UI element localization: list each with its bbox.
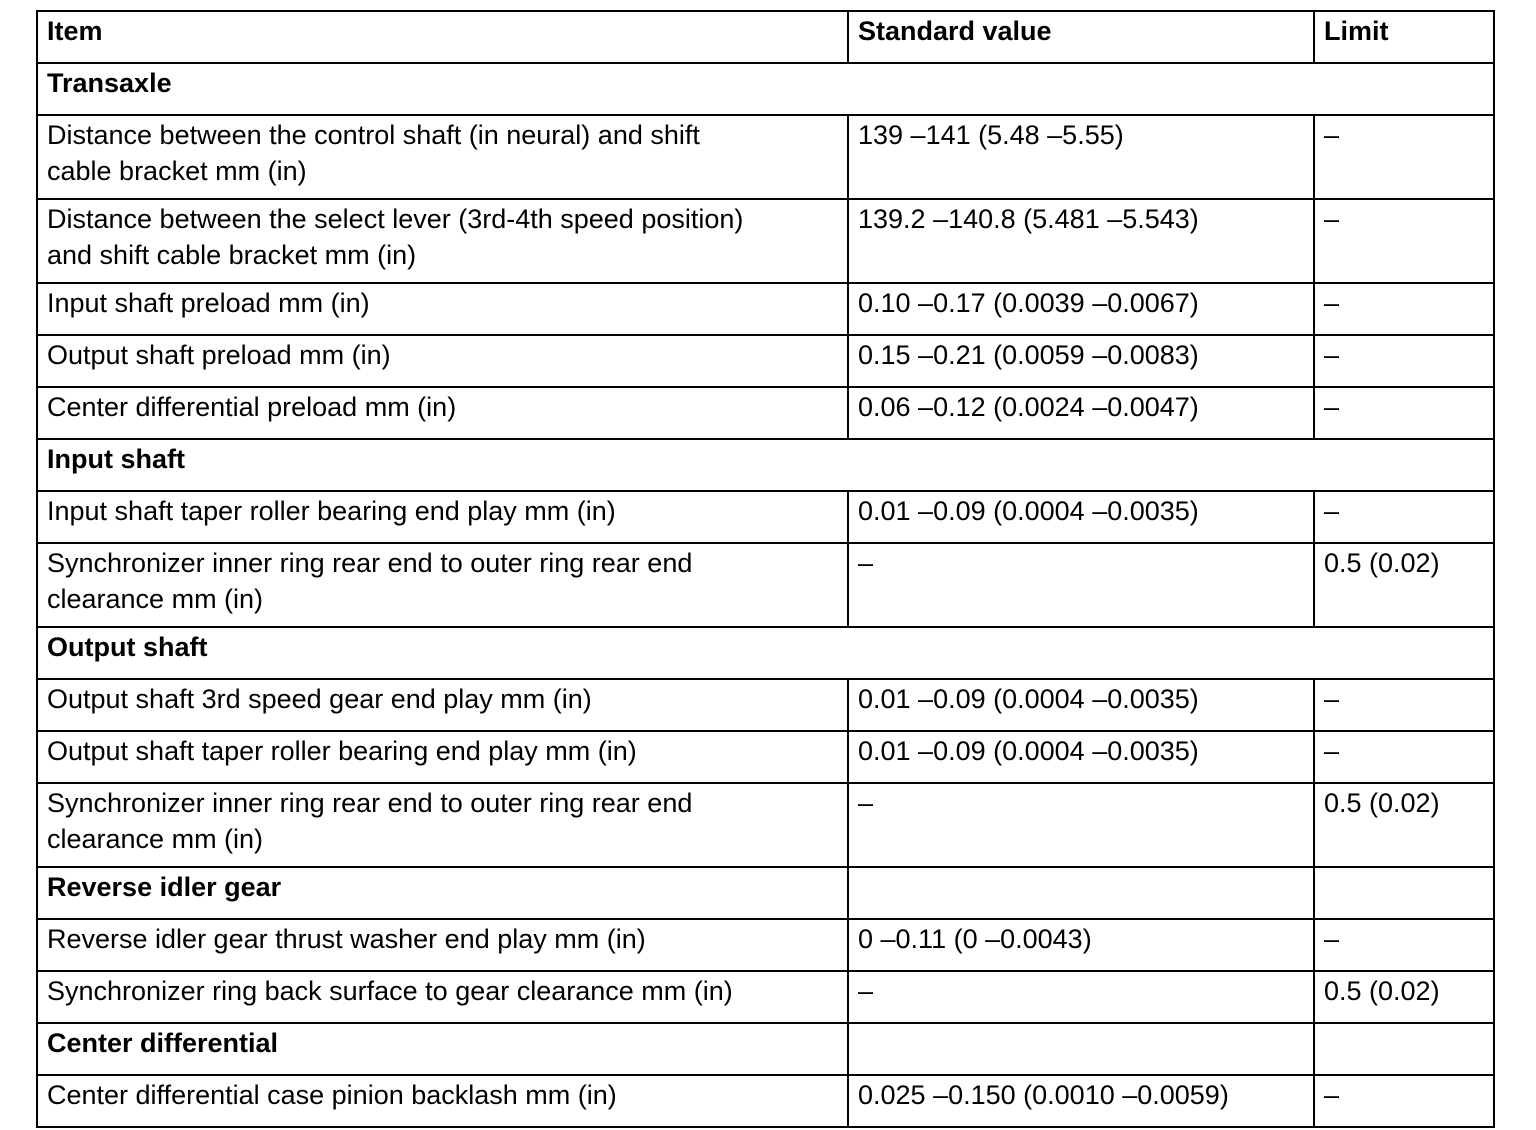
item-cell: Input shaft taper roller bearing end play mm (in) [37, 491, 848, 543]
item-cell: Center differential preload mm (in) [37, 387, 848, 439]
item-cell: Input shaft preload mm (in) [37, 283, 848, 335]
limit-cell: 0.5 (0.02) [1314, 543, 1494, 627]
limit-cell: 0.5 (0.02) [1314, 971, 1494, 1023]
item-cell: Output shaft 3rd speed gear end play mm (in) [37, 679, 848, 731]
section-heading: Transaxle [37, 63, 1494, 115]
standard-value-cell: 0.01 –0.09 (0.0004 –0.0035) [848, 731, 1314, 783]
standard-value-cell: 0.025 –0.150 (0.0010 –0.0059) [848, 1075, 1314, 1127]
standard-value-cell: 0.01 –0.09 (0.0004 –0.0035) [848, 491, 1314, 543]
section-row [37, 63, 1494, 115]
limit-cell: – [1314, 199, 1494, 283]
empty-cell [848, 1023, 1314, 1075]
table-header-row [37, 11, 1494, 63]
limit-cell: – [1314, 335, 1494, 387]
item-cell: Reverse idler gear thrust washer end play mm (in) [37, 919, 848, 971]
limit-cell: – [1314, 731, 1494, 783]
header-item: Item [37, 11, 848, 63]
standard-value-cell: 139 –141 (5.48 –5.55) [848, 115, 1314, 199]
section-heading: Input shaft [37, 439, 1494, 491]
table-row [37, 115, 1494, 199]
table-row [37, 199, 1494, 283]
header-standard-value: Standard value [848, 11, 1314, 63]
item-cell: Output shaft taper roller bearing end play mm (in) [37, 731, 848, 783]
limit-cell: – [1314, 387, 1494, 439]
standard-value-cell: 0.10 –0.17 (0.0039 –0.0067) [848, 283, 1314, 335]
limit-cell: – [1314, 491, 1494, 543]
standard-value-cell: 0.15 –0.21 (0.0059 –0.0083) [848, 335, 1314, 387]
standard-value-cell: 0.06 –0.12 (0.0024 –0.0047) [848, 387, 1314, 439]
table-row [37, 335, 1494, 387]
table-row [37, 731, 1494, 783]
item-cell: Distance between the control shaft (in neural) and shift cable bracket mm (in) [37, 115, 848, 199]
table-row [37, 283, 1494, 335]
limit-cell: – [1314, 919, 1494, 971]
header-limit: Limit [1314, 11, 1494, 63]
section-row [37, 439, 1494, 491]
table-row [37, 543, 1494, 627]
standard-value-cell: 0.01 –0.09 (0.0004 –0.0035) [848, 679, 1314, 731]
section-heading: Reverse idler gear [37, 867, 848, 919]
item-cell: Center differential case pinion backlash mm (in) [37, 1075, 848, 1127]
table-row [37, 1075, 1494, 1127]
section-row [37, 1023, 1494, 1075]
table-row [37, 971, 1494, 1023]
table-row [37, 783, 1494, 867]
standard-value-cell: – [848, 971, 1314, 1023]
limit-cell: – [1314, 115, 1494, 199]
item-cell: Synchronizer inner ring rear end to outer ring rear end clearance mm (in) [37, 543, 848, 627]
empty-cell [848, 867, 1314, 919]
empty-cell [1314, 1023, 1494, 1075]
specification-table [36, 10, 1495, 1128]
item-cell: Synchronizer ring back surface to gear clearance mm (in) [37, 971, 848, 1023]
table-row [37, 919, 1494, 971]
item-cell: Synchronizer inner ring rear end to outer ring rear end clearance mm (in) [37, 783, 848, 867]
table-row [37, 679, 1494, 731]
standard-value-cell: 0 –0.11 (0 –0.0043) [848, 919, 1314, 971]
section-heading: Center differential [37, 1023, 848, 1075]
limit-cell: 0.5 (0.02) [1314, 783, 1494, 867]
item-cell: Distance between the select lever (3rd-4th speed position) and shift cable bracket mm (in) [37, 199, 848, 283]
limit-cell: – [1314, 679, 1494, 731]
standard-value-cell: – [848, 783, 1314, 867]
section-row [37, 867, 1494, 919]
table-body [37, 63, 1494, 1127]
standard-value-cell: – [848, 543, 1314, 627]
table-row [37, 491, 1494, 543]
empty-cell [1314, 867, 1494, 919]
standard-value-cell: 139.2 –140.8 (5.481 –5.543) [848, 199, 1314, 283]
limit-cell: – [1314, 283, 1494, 335]
section-row [37, 627, 1494, 679]
limit-cell: – [1314, 1075, 1494, 1127]
table-row [37, 387, 1494, 439]
section-heading: Output shaft [37, 627, 1494, 679]
item-cell: Output shaft preload mm (in) [37, 335, 848, 387]
